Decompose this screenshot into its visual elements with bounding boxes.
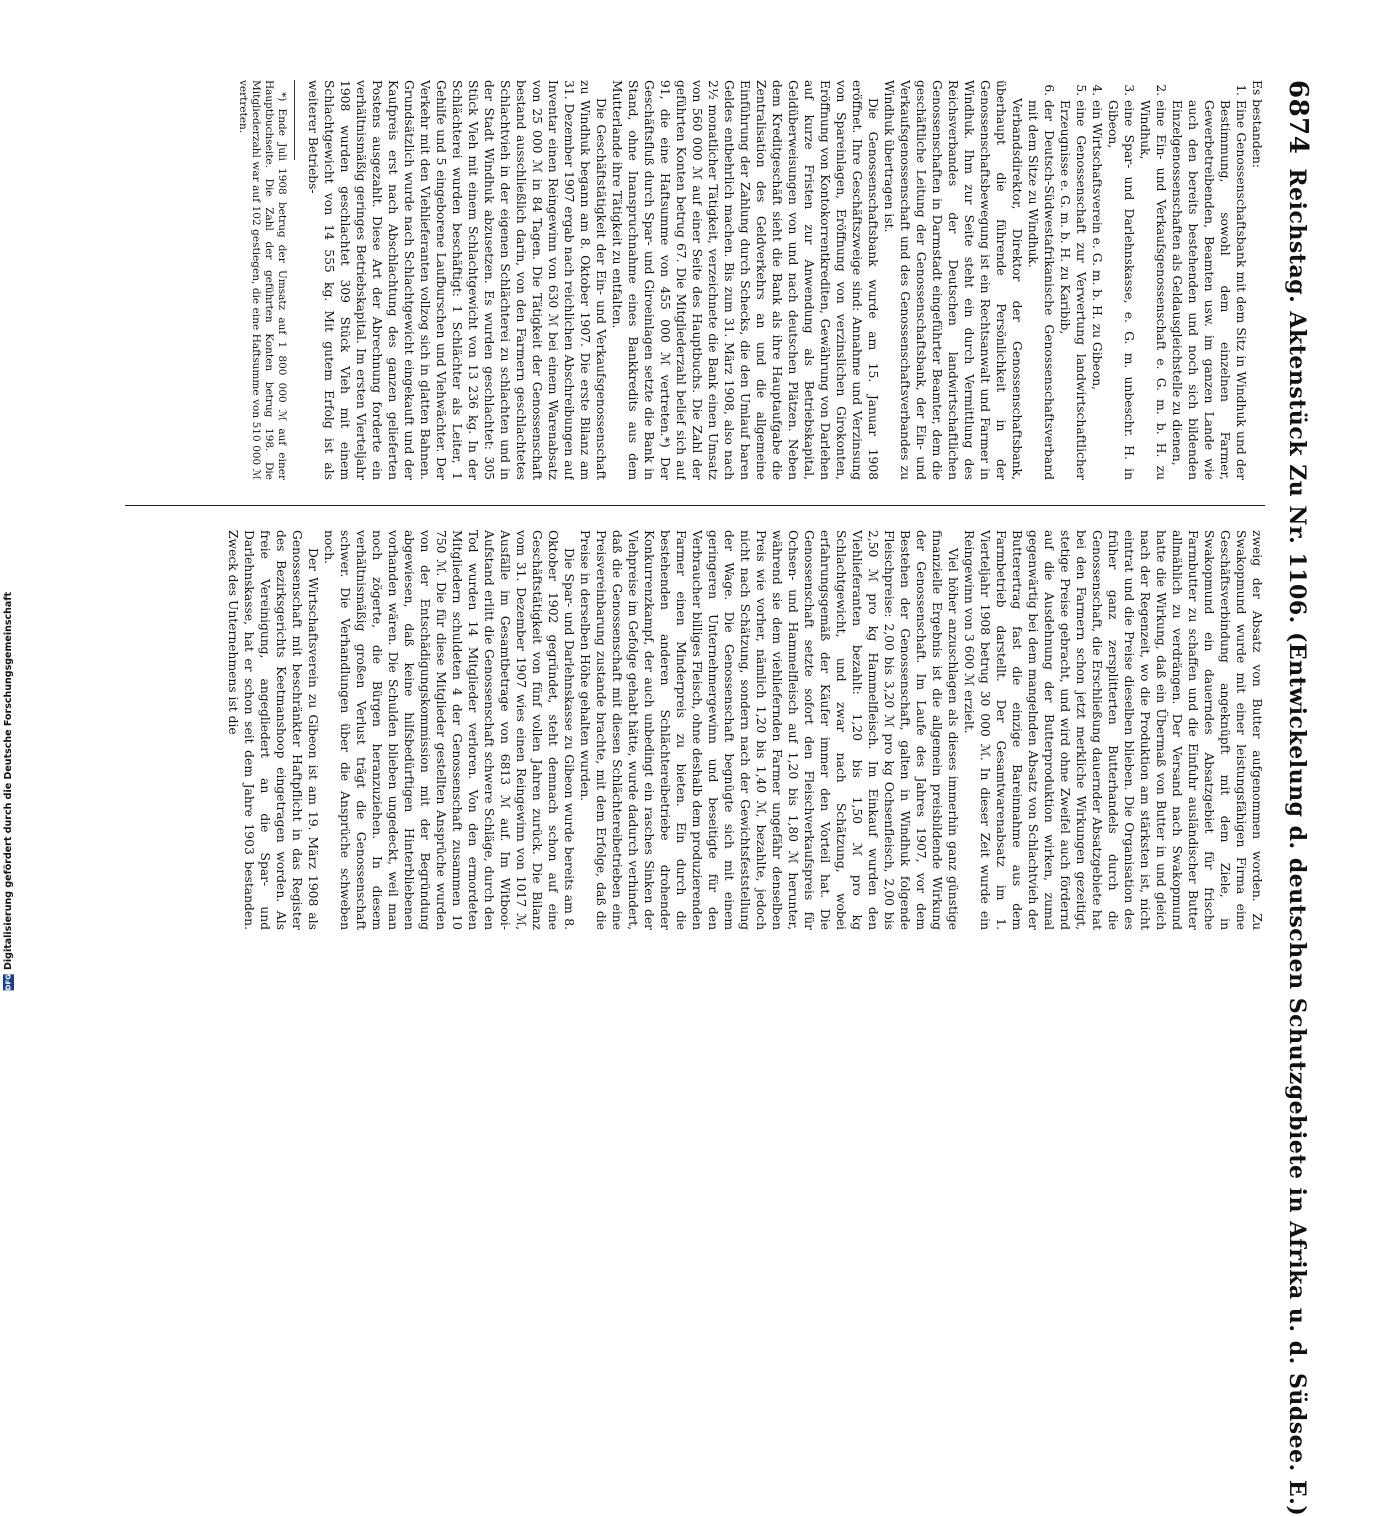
paragraph: zweig der Absatz von Butter aufgenommen worden. Zu Swakopmund wurde mit einer leistungsfähigen Firma eine Geschäftsverbindung angeknüpft mit dem Ziele, in Swakopmund ein dauerndes Absatzgebiet für frische Farmbutter zu schaffen und die Einfuhr ausländischer Butter allmählich zu verdrängen. Der Versand nach Swakopmund hatte die Wirkung, daß ein Übermaß von Butter in und gleich nach der Regenzeit, wo die Produktion am stärksten ist, nicht eintrat und die Preise dieselben blieben. Die Organisation des früher ganz zersplitterten Butterhandels durch die Genossenschaft, die Erschließung dauernder Absatzgebiete hat bei den Farmern schon jetzt merkliche Wirkungen gezeitigt, stetige Preise gebracht, und wird ohne Zweifel auch fördernd auf die Ausdehnung der Butterproduktion wirken, zumal gegenwärtig bei dem mangelnden Absatz von Schlachtvieh der Butterertrag fast die einzige Bareinnahme aus dem Farmbetrieb darstellt. Der Gesamtwarenabsatz im 1. Vierteljahr 1908 betrug 30 000 ℳ. In dieser Zeit wurde ein Reingewinn von 3 600 ℳ erzielt. xyxy=(962,530,1264,930)
list-item: 4. ein Wirtschaftsverein e. G. m. b. H. zu Gibeon, xyxy=(1089,100,1105,480)
footnote-divider xyxy=(294,80,295,160)
digitization-credit xyxy=(1,591,15,990)
page-header xyxy=(1281,80,1313,1516)
credit-text: Digitalisierung gefördert durch die Deutsche Forschungsgemeinschaft xyxy=(2,591,14,970)
intro-line: Es bestanden: xyxy=(1250,80,1264,169)
running-title: Reichstag. Aktenstück Zu Nr. 1106. (Entwickelung d. deutschen Schutzgebiete in Afrika u. d. Südsee. E.) xyxy=(1284,168,1310,1516)
list-item: 2. eine Ein- und Verkaufsgenossenschaft e. G. m. b. H. zu Windhuk, xyxy=(1137,100,1169,480)
right-column xyxy=(125,530,1265,930)
list-item: 3. eine Spar- und Darlehnskasse, e. G. m. unbeschr. H. in Gibeon, xyxy=(1105,100,1137,480)
paragraph: Der Wirtschaftsverein zu Gibeon ist am 19. März 1908 als Genossenschaft mit beschränkter Haftpflicht in das Register des Bezirksgerichts Keetmanshoop eingetragen worden. Als freie Vereinigung, angegliedert an die Spar- und Darlehnskasse, hat er schon seit dem Jahre 1903 bestanden. Zweck des Unternehmens ist die xyxy=(226,530,320,930)
list-item: 1. Eine Genossenschaftsbank mit dem Sitz in Windhuk und der Bestimmung, sowohl dem einzelnen Farmer, Gewerbetreibenden, Beamten usw. im ganzen Lande wie auch den bereits bestehenden und noch sich bildenden Einzelgenossenschaften als Geldausgleichstelle zu dienen, xyxy=(1169,100,1249,480)
paragraph: Die Genossenschaftsbank wurde am 15. Januar 1908 eröffnet. Ihre Geschäftszweige sind: Annahme und Verzinsung von Spareinlagen, Eröffnung von verzinslichen Girokonten, Eröffnung von Kontokorrentkrediten, Gewährung von Darlehen auf kurze Fristen zur Anwendung als Betriebskapital, Geldüberweisungen von und nach deutschen Plätzen. Neben dem Kreditgeschäft sieht die Bank als ihre Hauptaufgabe die Zentralisation des Geldverkehrs an und die allgemeine Einführung der Zahlung durch Schecks, die den Umlauf baren Geldes entbehrlich machen. Bis zum 31. März 1908, also nach 2½ monatlicher Tätigkeit, verzeichnete die Bank einen Umsatz von 560 000 ℳ auf einer Seite des Hauptbuchs. Die Zahl der geführten Konten betrug 67. Die Mitgliederzahl belief sich auf 91, die eine Haftsumme von 455 000 ℳ vertreten.*) Der Geschäftsfluß durch Spar- und Giroeinlagen setzte die Bank in Stand, ohne Inanspruchnahme eines Bankkredits aus dem Mutterlande ihre Tätigkeit zu entfalten. xyxy=(610,80,880,480)
institutions-list xyxy=(1025,80,1249,480)
column-rule xyxy=(125,505,1265,506)
list-item: 5. eine Genossenschaft zur Verwertung landwirtschaftlicher Erzeugnisse e. G. m. b. H. zu Karibib, xyxy=(1057,100,1089,480)
left-column xyxy=(125,80,1265,480)
paragraph: Viel höher anzuschlagen als dieses immerhin ganz günstige finanzielle Ergebnis ist die allgemein preisbildende Wirkung der Genossenschaft. Im Laufe des Jahres 1907, vor dem Bestehen der Genossenschaft, galten in Windhuk folgende Fleischpreise: 2,00 bis 3,20 ℳ pro kg Ochsenfleisch, 2,00 bis 2,50 ℳ pro kg Hammelfleisch. Im Einkauf wurden den Viehlieferanten bezahlt: 1,20 bis 1,50 ℳ pro kg Schlachtgewicht, und zwar nach Schätzung, wobei erfahrungsgemäß der Käufer immer den Vorteil hat. Die Genossenschaft setzte sofort den Fleischverkaufspreis für Ochsen- und Hammelfleisch auf 1,20 bis 1,80 ℳ herunter, während sie dem viehliefernden Farmer ungefähr denselben Preis wie vorher, nämlich 1,20 bis 1,40 ℳ, bezahlte, jedoch nicht nach Schätzung, sondern nach der Gewichtsfeststellung der Wage. Die Genossenschaft begnügte sich mit einem geringeren Unternehmergewinn und beseitigte für den Verbraucher billiges Fleisch, ohne deshalb dem produzierenden Farmer einen Minderpreis zu bieten. Ein durch die bestehenden anderen Schlächtereibetriebe drohender Konkurrenzkampf, der auch unbedingt ein rasches Sinken der Viehpreise im Gefolge gehabt hätte, wurde dadurch verhindert, daß die Genossenschaft mit diesen Schlächtereibetrieben eine Preisvereinbarung zustande brachte, mit dem Erfolge, daß die Preise in derselben Höhe gehalten wurden. xyxy=(578,530,960,930)
page-number: 6874 xyxy=(1283,80,1313,155)
paragraph: Die Spar- und Darlehnskasse zu Gibeon wurde bereits am 8. Oktober 1902 gegründet, steht demnach schon auf eine Geschäftstätigkeit von fünf vollen Jahren zurück. Die Bilanz vom 31. Dezember 1907 wies einen Reingewinn von 1017 ℳ, Ausfälle im Gesamtbetrage von 6813 ℳ auf. Im Witbooi-Aufstand erlitt die Genossenschaft schwere Schläge, durch den Tod wurden 14 Mitglieder verloren. Von den ermordeten Mitgliedern schuldeten 4 der Genossenschaft zusammen 10 750 ℳ. Die für diese Mitglieder gestellten Ansprüche wurden von der Entschädigungskommission mit der Begründung abgewiesen, daß keine hilfsbedürftigen Hinterbliebenen vorhanden wären. Die Schulden blieben ungedeckt, weil man noch zögerte, die Bürgen heranzuziehen. In diesem verhältnismäßig großen Verlust trägt die Genossenschaft schwer. Die Verhandlungen über die Ansprüche schweben noch. xyxy=(322,530,576,930)
dfg-logo: DFG xyxy=(4,973,12,990)
list-item: 6. der Deutsch-Südwestafrikanische Genossenschaftsverband mit dem Sitze zu Windhuk. xyxy=(1025,100,1057,480)
paragraph: Verbandsdirektor, Direktor der Genossenschaftsbank, überhaupt die führende Persönlichkeit in der Genossenschaftsbewegung ist ein Rechtsanwalt und Farmer in Windhuk. Ihm zur Seite steht ein durch Vermittlung des Reichsverbandes der Deutschen landwirtschaftlichen Genossenschaften in Darmstadt eingeführter Beamter, dem die geschäftliche Leitung der Genossenschaftsbank, der Ein- und Verkaufsgenossenschaft und des Genossenschaftsverbandes zu Windhuk übertragen ist. xyxy=(882,80,1024,480)
footnote: *) Ende Juli 1908 betrug der Umsatz auf 1 800 000 ℳ auf einer Hauptbuchseite. Die Zahl der geführten Konten betrug 198. Die Mitgliederzahl war auf 102 gestiegen, die eine Haftsumme von 510 000 ℳ vertreten. xyxy=(237,80,288,480)
paragraph: Die Geschäftstätigkeit der Ein- und Verkaufsgenossenschaft zu Windhuk begann am 8. Oktober 1907. Die erste Bilanz am 31. Dezember 1907 ergab nach reichlichen Abschreibungen auf Inventar einen Reingewinn von 630 ℳ bei einem Warenabsatz von 25 000 ℳ in 84 Tagen. Die Tätigkeit der Genossenschaft bestand ausschließlich darin, von den Farmern geschlachtetes Schlachtvieh in der eigenen Schlächterei zu schlachten und in der Stadt Windhuk abzusetzen. Es wurden geschlachtet: 305 Stück Vieh mit einem Schlachtgewicht von 13 236 kg. In der Schlächterei wurden beschäftigt: 1 Schlächter als Leiter, 1 Gehilfe und 5 eingeborene Laufburschen und Viehwächter. Der Verkehr mit den Viehlieferanten vollzog sich in glatten Bahnen. Grundsätzlich wurde nach Schlachtgewicht eingekauft und der Kaufpreis erst nach Abschlachtung des ganzen gelieferten Postens ausgezahlt. Diese Art der Abrechnung forderte ein verhältnismäßig geringes Betriebskapital. Im ersten Vierteljahr 1908 wurden geschlachtet 309 Stück Vieh mit einem Schlachtgewicht von 14 555 kg. Mit gutem Erfolg ist als weiterer Betriebs- xyxy=(306,80,608,480)
